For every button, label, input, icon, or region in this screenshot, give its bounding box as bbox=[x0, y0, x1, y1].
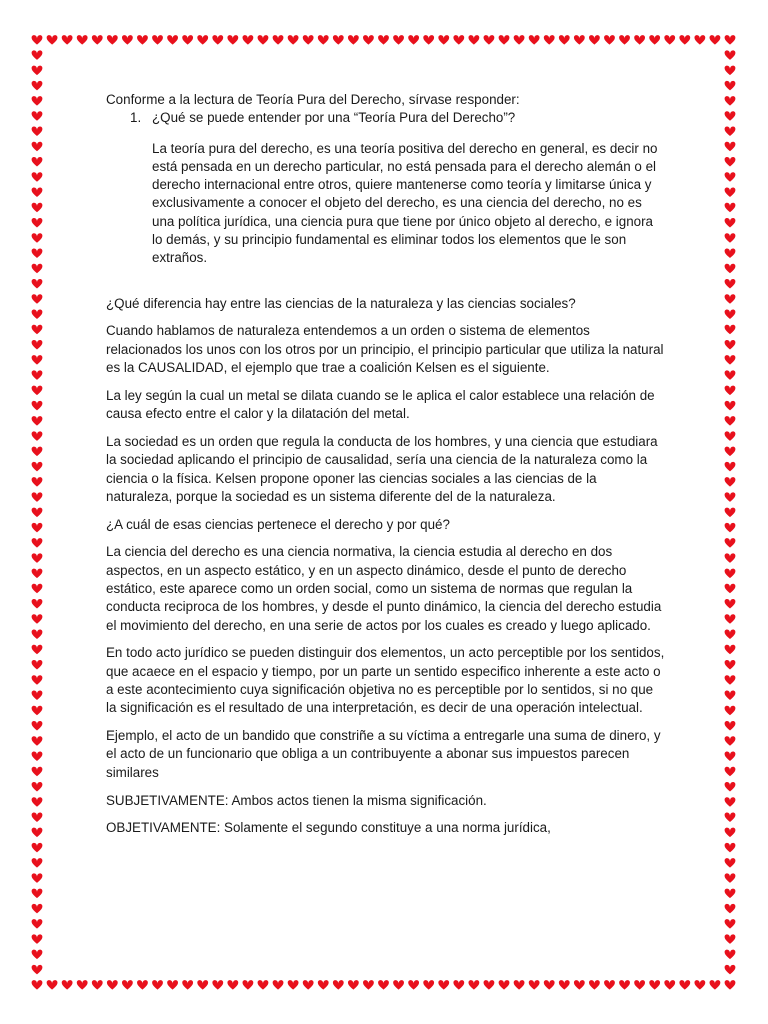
heart-icon bbox=[167, 35, 178, 45]
heart-icon bbox=[725, 965, 736, 975]
heart-icon bbox=[725, 416, 736, 426]
heart-icon bbox=[32, 599, 43, 609]
heart-icon bbox=[32, 264, 43, 274]
heart-icon bbox=[107, 35, 118, 45]
heart-icon bbox=[725, 188, 736, 198]
heart-icon bbox=[725, 370, 736, 380]
heart-icon bbox=[725, 980, 736, 990]
heart-icon bbox=[32, 127, 43, 137]
heart-icon bbox=[47, 35, 58, 45]
heart-icon bbox=[725, 797, 736, 807]
intro-text: Conforme a la lectura de Teoría Pura del Derecho, sírvase responder: bbox=[106, 92, 520, 107]
heart-icon bbox=[499, 980, 510, 990]
paragraph-metal: La ley según la cual un metal se dilata cuando se le aplica el calor establece una relación de causa efecto entre el calor y la dilatación del metal. bbox=[106, 387, 655, 422]
heart-icon bbox=[243, 35, 254, 45]
heart-icon bbox=[32, 477, 43, 487]
heart-icon bbox=[62, 980, 73, 990]
paragraph-ciencia: La ciencia del derecho es una ciencia normativa, la ciencia estudia al derecho en dos aspectos, en un aspecto estático, y en un aspecto dinámico, desde el punto de derecho estático, este aparece como un orden social, como un sistema de normas que regulan la conducta reciproca de los hombres, y desde el punto dinámico, la ciencia del derecho estudia el movimiento del derecho, en una serie de actos por los cuales es creado y luego aplicado. bbox=[106, 544, 662, 633]
heart-icon bbox=[634, 35, 645, 45]
heart-icon bbox=[725, 81, 736, 91]
heart-icon bbox=[725, 35, 736, 45]
heart-icon bbox=[32, 873, 43, 883]
paragraph-ejemplo: Ejemplo, el acto de un bandido que constriñe a su víctima a entregarle una suma de dinero, y el acto de un funcionario que obliga a un contribuyente a abonar sus impuestos parecen similares bbox=[106, 728, 661, 780]
heart-icon bbox=[725, 721, 736, 731]
heart-icon bbox=[348, 35, 359, 45]
heart-icon bbox=[725, 127, 736, 137]
heart-icon bbox=[725, 843, 736, 853]
heart-icon bbox=[258, 980, 269, 990]
answer-1: La teoría pura del derecho, es una teoría positiva del derecho en general, es decir no está pensada en un derecho particular, no está pensada para el derecho alemán o el derecho internacional entre otros, quiere mantenerse como teoría y limitarse única y exclusivamente a conocer el objeto del derecho, es una ciencia del derecho, no es una política jurídica, una ciencia pura que tiene por único objeto al derecho, e ignora lo demás, y su principio fundamental es eliminar todos los elementos que le son extraños. bbox=[152, 140, 658, 266]
heart-icon bbox=[725, 462, 736, 472]
heart-icon bbox=[152, 35, 163, 45]
heart-icon bbox=[212, 980, 223, 990]
heart-icon bbox=[679, 35, 690, 45]
heart-icon bbox=[725, 447, 736, 457]
heart-icon bbox=[725, 812, 736, 822]
heart-icon bbox=[725, 66, 736, 76]
heart-icon bbox=[122, 35, 133, 45]
heart-icon bbox=[32, 492, 43, 502]
heart-icon bbox=[725, 340, 736, 350]
heart-icon bbox=[32, 569, 43, 579]
heart-icon bbox=[32, 843, 43, 853]
heart-icon bbox=[725, 538, 736, 548]
document-body bbox=[106, 91, 666, 847]
heart-icon bbox=[393, 35, 404, 45]
heart-icon bbox=[32, 111, 43, 121]
paragraph-objetivamente: OBJETIVAMENTE: Solamente el segundo constituye a una norma jurídica, bbox=[106, 820, 551, 836]
heart-icon bbox=[725, 645, 736, 655]
heart-icon bbox=[32, 767, 43, 777]
heart-icon bbox=[32, 630, 43, 640]
heart-icon bbox=[725, 355, 736, 365]
heart-icon bbox=[32, 81, 43, 91]
heart-icon bbox=[288, 35, 299, 45]
heart-icon bbox=[574, 35, 585, 45]
heart-icon bbox=[725, 523, 736, 533]
heart-icon bbox=[32, 340, 43, 350]
heart-icon bbox=[32, 858, 43, 868]
heart-icon bbox=[32, 157, 43, 167]
heart-icon bbox=[725, 477, 736, 487]
heart-icon bbox=[725, 919, 736, 929]
heart-icon bbox=[243, 980, 254, 990]
heart-icon bbox=[32, 584, 43, 594]
heart-icon bbox=[77, 35, 88, 45]
heart-icon bbox=[32, 553, 43, 563]
heart-icon bbox=[378, 980, 389, 990]
heart-icon bbox=[725, 386, 736, 396]
heart-icon bbox=[725, 904, 736, 914]
heart-icon bbox=[32, 675, 43, 685]
heart-icon bbox=[303, 35, 314, 45]
heart-icon bbox=[664, 980, 675, 990]
heart-icon bbox=[32, 401, 43, 411]
heart-icon bbox=[32, 279, 43, 289]
heart-icon bbox=[32, 188, 43, 198]
heart-icon bbox=[484, 980, 495, 990]
heart-icon bbox=[725, 279, 736, 289]
heart-icon bbox=[32, 447, 43, 457]
heart-icon bbox=[32, 50, 43, 60]
heart-icon bbox=[107, 980, 118, 990]
heart-icon bbox=[227, 980, 238, 990]
heart-icon bbox=[468, 35, 479, 45]
heart-icon bbox=[333, 35, 344, 45]
heart-icon bbox=[32, 812, 43, 822]
heart-icon bbox=[32, 218, 43, 228]
heart-icon bbox=[529, 980, 540, 990]
heart-icon bbox=[408, 980, 419, 990]
heart-icon bbox=[137, 980, 148, 990]
heart-icon bbox=[559, 980, 570, 990]
heart-icon bbox=[348, 980, 359, 990]
heart-icon bbox=[32, 751, 43, 761]
heart-icon bbox=[725, 934, 736, 944]
heart-icon bbox=[227, 35, 238, 45]
heart-icon bbox=[725, 706, 736, 716]
heart-icon bbox=[92, 35, 103, 45]
heart-icon bbox=[32, 325, 43, 335]
paragraph-naturaleza: Cuando hablamos de naturaleza entendemos a un orden o sistema de elementos relacionados los unos con los otros por un principio, el principio particular que utiliza la natural es la CAUSALIDAD, el ejemplo que trae a coalición Kelsen es el siguiente. bbox=[106, 323, 664, 376]
heart-icon bbox=[619, 35, 630, 45]
heart-icon bbox=[725, 401, 736, 411]
heart-icon bbox=[167, 980, 178, 990]
heart-icon bbox=[694, 980, 705, 990]
heart-icon bbox=[710, 980, 721, 990]
heart-icon bbox=[32, 96, 43, 106]
question-2: ¿Qué diferencia hay entre las ciencias de la naturaleza y las ciencias sociales? bbox=[106, 295, 576, 311]
heart-icon bbox=[32, 980, 43, 990]
heart-icon bbox=[725, 889, 736, 899]
heart-icon bbox=[182, 35, 193, 45]
heart-icon bbox=[423, 980, 434, 990]
heart-icon bbox=[393, 980, 404, 990]
heart-icon bbox=[62, 35, 73, 45]
heart-icon bbox=[273, 35, 284, 45]
heart-icon bbox=[725, 508, 736, 517]
heart-icon bbox=[438, 35, 449, 45]
heart-icon bbox=[619, 980, 630, 990]
heart-icon bbox=[634, 980, 645, 990]
heart-icon bbox=[438, 980, 449, 990]
heart-icon bbox=[363, 980, 374, 990]
heart-icon bbox=[32, 691, 43, 701]
heart-icon bbox=[725, 157, 736, 167]
heart-icon bbox=[32, 248, 43, 257]
heart-icon bbox=[514, 35, 525, 45]
heart-icon bbox=[725, 553, 736, 563]
heart-icon bbox=[77, 980, 88, 990]
heart-icon bbox=[32, 142, 43, 152]
heart-icon bbox=[725, 691, 736, 701]
heart-icon bbox=[694, 35, 705, 45]
heart-icon bbox=[32, 889, 43, 899]
heart-icon bbox=[725, 309, 736, 319]
heart-icon bbox=[725, 767, 736, 777]
paragraph-sociedad: La sociedad es un orden que regula la conducta de los hombres, y una ciencia que estudiara la sociedad aplicando el principio de causalidad, sería una ciencia de la naturaleza como la ciencia o la física. Kelsen propone oponer las ciencias sociales a las ciencias de la naturaleza, porque la sociedad es un sistema diferente del de la naturaleza. bbox=[106, 433, 658, 504]
heart-icon bbox=[589, 35, 600, 45]
heart-icon bbox=[92, 980, 103, 990]
heart-icon bbox=[408, 35, 419, 45]
heart-icon bbox=[32, 919, 43, 929]
heart-icon bbox=[589, 980, 600, 990]
heart-icon bbox=[32, 309, 43, 319]
heart-icon bbox=[32, 797, 43, 807]
heart-icon bbox=[318, 980, 329, 990]
heart-icon bbox=[725, 614, 736, 624]
heart-icon bbox=[529, 35, 540, 45]
heart-icon bbox=[182, 980, 193, 990]
heart-icon bbox=[32, 523, 43, 533]
heart-icon bbox=[32, 538, 43, 548]
heart-icon bbox=[32, 35, 43, 45]
heart-icon bbox=[649, 35, 660, 45]
heart-icon bbox=[32, 416, 43, 426]
heart-icon bbox=[288, 980, 299, 990]
heart-icon bbox=[137, 35, 148, 45]
heart-icon bbox=[725, 431, 736, 441]
heart-icon bbox=[544, 980, 555, 990]
heart-icon bbox=[725, 858, 736, 868]
heart-icon bbox=[725, 142, 736, 152]
heart-icon bbox=[32, 660, 43, 670]
heart-icon bbox=[725, 584, 736, 594]
heart-icon bbox=[32, 203, 43, 213]
heart-icon bbox=[32, 370, 43, 380]
heart-icon bbox=[574, 980, 585, 990]
heart-icon bbox=[303, 980, 314, 990]
heart-icon bbox=[152, 980, 163, 990]
heart-icon bbox=[725, 736, 736, 746]
heart-icon bbox=[604, 35, 615, 45]
heart-icon bbox=[499, 35, 510, 45]
heart-icon bbox=[32, 614, 43, 624]
heart-icon bbox=[559, 35, 570, 45]
question-3: ¿A cuál de esas ciencias pertenece el derecho y por qué? bbox=[106, 516, 450, 532]
heart-icon bbox=[453, 980, 464, 990]
heart-icon bbox=[122, 980, 133, 990]
heart-icon bbox=[725, 950, 736, 960]
heart-icon bbox=[725, 599, 736, 609]
heart-icon bbox=[649, 980, 660, 990]
heart-icon bbox=[32, 172, 43, 182]
heart-icon bbox=[604, 980, 615, 990]
heart-icon bbox=[544, 35, 555, 45]
heart-icon bbox=[32, 706, 43, 716]
heart-icon bbox=[32, 904, 43, 914]
question-1-text: ¿Qué se puede entender por una “Teoría Pura del Derecho”? bbox=[152, 110, 516, 126]
heart-icon bbox=[725, 218, 736, 228]
heart-icon bbox=[32, 736, 43, 746]
heart-icon bbox=[725, 782, 736, 792]
heart-icon bbox=[725, 172, 736, 182]
heart-icon bbox=[318, 35, 329, 45]
heart-icon bbox=[725, 828, 736, 838]
heart-icon bbox=[197, 980, 208, 990]
heart-icon bbox=[725, 294, 736, 304]
heart-icon bbox=[664, 35, 675, 45]
heart-icon bbox=[453, 35, 464, 45]
heart-icon bbox=[32, 721, 43, 731]
heart-icon bbox=[725, 660, 736, 670]
heart-icon bbox=[514, 980, 525, 990]
heart-icon bbox=[710, 35, 721, 45]
question-1 bbox=[106, 109, 666, 127]
heart-icon bbox=[32, 355, 43, 365]
heart-icon bbox=[32, 294, 43, 304]
heart-icon bbox=[679, 980, 690, 990]
paragraph-acto: En todo acto jurídico se pueden distinguir dos elementos, un acto perceptible por los sentidos, que acaece en el espacio y tiempo, por un parte un sentido especifico inherente a este acto o a este acontecimiento cuya significación objetiva no es perceptible por lo sentidos, si no que la significación es el resultado de una interpretación, es decir de una operación intelectual. bbox=[106, 645, 665, 716]
heart-icon bbox=[333, 980, 344, 990]
heart-icon bbox=[32, 386, 43, 396]
heart-icon bbox=[32, 934, 43, 944]
heart-icon bbox=[725, 96, 736, 106]
heart-icon bbox=[725, 492, 736, 502]
heart-icon bbox=[725, 751, 736, 761]
heart-icon bbox=[32, 782, 43, 792]
heart-icon bbox=[725, 248, 736, 257]
heart-icon bbox=[32, 828, 43, 838]
heart-icon bbox=[725, 203, 736, 213]
heart-icon bbox=[273, 980, 284, 990]
heart-icon bbox=[32, 66, 43, 76]
paragraph-subjetivamente: SUBJETIVAMENTE: Ambos actos tienen la misma significación. bbox=[106, 792, 487, 808]
heart-icon bbox=[32, 431, 43, 441]
heart-icon bbox=[32, 965, 43, 975]
heart-icon bbox=[212, 35, 223, 45]
heart-icon bbox=[32, 462, 43, 472]
heart-icon bbox=[32, 645, 43, 655]
heart-icon bbox=[725, 111, 736, 121]
heart-icon bbox=[725, 50, 736, 60]
heart-icon bbox=[378, 35, 389, 45]
heart-icon bbox=[363, 35, 374, 45]
heart-icon bbox=[725, 264, 736, 274]
heart-icon bbox=[725, 325, 736, 335]
heart-icon bbox=[258, 35, 269, 45]
heart-icon bbox=[468, 980, 479, 990]
heart-icon bbox=[423, 35, 434, 45]
heart-icon bbox=[32, 508, 43, 517]
heart-icon bbox=[32, 950, 43, 960]
heart-icon bbox=[725, 569, 736, 579]
heart-icon bbox=[32, 233, 43, 243]
question-1-number: 1. bbox=[130, 110, 142, 126]
heart-icon bbox=[484, 35, 495, 45]
heart-icon bbox=[725, 233, 736, 243]
heart-icon bbox=[725, 873, 736, 883]
heart-icon bbox=[725, 630, 736, 640]
heart-icon bbox=[47, 980, 58, 990]
heart-icon bbox=[725, 675, 736, 685]
heart-icon bbox=[197, 35, 208, 45]
